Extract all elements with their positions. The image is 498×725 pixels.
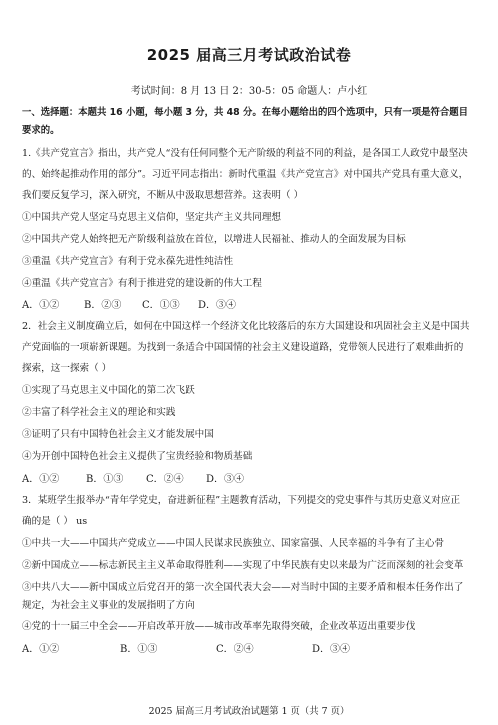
- q1-option-c: C．①③: [142, 300, 180, 311]
- q2-stem-line-3: 探索，这一探索（ ）: [22, 363, 112, 374]
- q2-item-4: ④为开创中国特色社会主义提供了宝贵经验和物质基础: [22, 451, 253, 462]
- section-heading-line-1: 一、选择题：本题共 16 小题，每小题 3 分，共 48 分。在每小题给出的四个选项中，只有一项是符合题目: [22, 107, 468, 118]
- q3-item-4: ④党的十一届三中全会——开启改革开放——城市改革率先取得突破，企业改革迈出重要步伐: [22, 621, 416, 632]
- q3-option-b: B．①③: [120, 644, 158, 655]
- q1-stem-line-2: 的、始终起推动作用的部分”。习近平同志指出：新时代重温《共产党宣言》对中国共产党具有重大意义，: [22, 169, 469, 180]
- q3-item-1: ①中共一大——中国共产党成立——中国人民谋求民族独立、国家富强、人民幸福的斗争有了主心骨: [22, 538, 445, 549]
- q2-option-b: B．①③: [86, 474, 124, 485]
- q2-option-c: C．②④: [146, 474, 184, 485]
- q3-option-c: C．②④: [216, 644, 254, 655]
- q3-item-3-line-1: ③中共八大——新中国成立后党召开的第一次全国代表大会——对当时中国的主要矛盾和根本任务作出了: [22, 582, 464, 593]
- q1-item-3: ③重温《共产党宣言》有利于党永葆先进性纯洁性: [22, 256, 234, 267]
- q1-option-d: D．③④: [198, 300, 237, 311]
- exam-title: 2025 届高三月考试政治试卷: [146, 46, 352, 64]
- q3-stem-line-2: 确的是（ ） us: [22, 516, 88, 527]
- q2-option-d: D．③④: [206, 474, 245, 485]
- section-heading-line-2: 要求的。: [22, 125, 60, 136]
- q2-stem-line-1: 2．社会主义制度确立后，如何在中国这样一个经济文化比较落后的东方大国建设和巩固社会主义是中国共: [22, 321, 470, 332]
- q1-item-2: ②中国共产党人始终把无产阶级利益放在首位，以增进人民福祉、推动人的全面发展为目标: [22, 234, 406, 245]
- q2-item-3: ③证明了只有中国特色社会主义才能发展中国: [22, 429, 214, 440]
- q2-item-2: ②丰富了科学社会主义的理论和实践: [22, 407, 176, 418]
- q1-option-b: B．②③: [84, 300, 122, 311]
- q2-item-1: ①实现了马克思主义中国化的第二次飞跃: [22, 385, 195, 396]
- q3-stem-line-1: 3．某班学生报举办“青年学党史，奋进新征程”主题教育活动，下列提交的党史事件与其历史意义对应正: [22, 495, 461, 506]
- q3-option-d: D．③④: [312, 644, 351, 655]
- q1-item-1: ①中国共产党人坚定马克思主义信仰，坚定共产主义共同理想: [22, 212, 282, 223]
- q3-item-3-line-2: 规定，为社会主义事业的发展指明了方向: [22, 600, 195, 611]
- page-footer: 2025 届高三月考试政治试题第 1 页（共 7 页）: [148, 706, 350, 717]
- q1-item-4: ④重温《共产党宣言》有利于推进党的建设新的伟大工程: [22, 278, 262, 289]
- exam-meta: 考试时间：8 月 13 日 2：30-5：05 命题人：卢小红: [130, 86, 368, 97]
- q2-stem-line-2: 产党面临的一项崭新课题。为找到一条适合中国国情的社会主义建设道路，党带领人民进行了艰难曲折的: [22, 342, 464, 353]
- q3-option-a: A．①②: [22, 644, 60, 655]
- q1-stem-line-1: 1.《共产党宣言》指出，共产党人“没有任何同整个无产阶级的利益不同的利益，是各国工人政党中最坚决: [22, 148, 468, 159]
- q3-item-2: ②新中国成立——标志新民主主义革命取得胜利——实现了中华民族有史以来最为广泛而深刻的社会变革: [22, 560, 464, 571]
- q2-option-a: A．①②: [22, 474, 60, 485]
- q1-stem-line-3: 我们要反复学习，深入研究，不断从中汲取思想营养。这表明（ ）: [22, 190, 304, 201]
- q1-option-a: A．①②: [22, 300, 60, 311]
